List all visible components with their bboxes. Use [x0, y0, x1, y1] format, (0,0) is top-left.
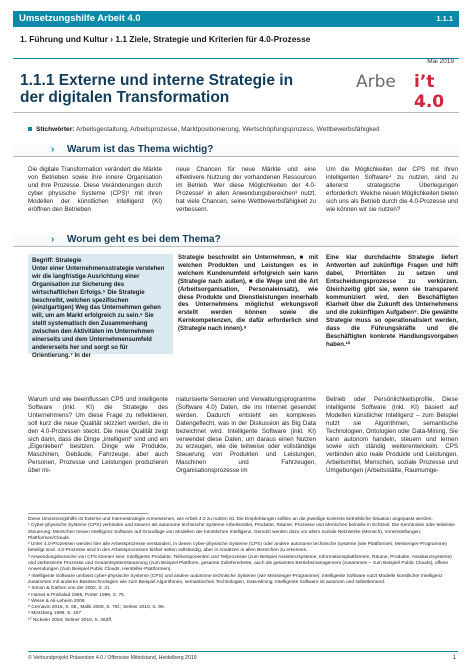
date-label: Mai 2019	[427, 58, 454, 65]
header-number: 1.1.1	[436, 14, 453, 23]
footnote-divider	[28, 513, 148, 514]
footnote: ⁷ Weise & Ali-Leheim 2008	[28, 598, 85, 604]
footnote: ⁴ Intelligente Software umfasst cyber-physische Systeme (CPS) und andere autonome technische Systeme (wie Messenger-Programme). Intelligente Software nutzt Modelle künstlicher Intelligenz zusammen mit anderen Basistechnologien wie zum Beispiel Algorithmen, semantischen Technologien, Data-Mining. Intelligente Software ist autonom und selbstlernend.	[28, 573, 443, 585]
footnotes	[28, 517, 458, 624]
footer-divider	[28, 651, 458, 652]
footnote: Diese Umsetzungshilfe ist Externe und Internestrategie Anmessenen, wie Arbeit 4.0 zu nutzen ist. Die Empfehlungen sollten an die jeweilige konkrete betriebliche Situation angepasst werden.	[28, 517, 433, 522]
header-title: Umsetzungshilfe Arbeit 4.0	[19, 13, 141, 24]
section-title: Warum ist das Thema wichtig?	[67, 144, 214, 155]
definition-text-1: Unter einer Unternehmensstrategie verstehen wir die langfristige Ausrichtung einer Organisation zur Sicherung des wirtschaftlichen Erfolgs.⁵ Die Strategie beschreibt, welchen spezifischen (einzigartigen) Weg das Unternehmen gehen will, um am Markt erfolgreich zu sein.⁶ Sie stellt systematisch den Zusammenhang zwischen den Aktivitäten im Unternehmen einerseits und dem Unternehmensumfeld andererseits her und sorgt so für Orientierung.⁷ In der	[32, 264, 165, 359]
arbeit-4-0-logo	[356, 72, 456, 112]
footnote: ⁶ Hamel & Prahalad 1995, Porter 1999, S. 75	[28, 592, 124, 598]
definition-box	[28, 254, 173, 359]
footnote: ² Unter 4.0-Prozessen werden hier alle Arbeitsprozesse verstanden, in denen cyber-physische Systeme (CPS) oder andere autonome technische Systeme (wie Plattformen, Messenger-Programme) beteiligt sind. 4.0-Prozesse sind in den Arbeitsprozessen bisher selten vollständig, aber in Ansätzen in allen Bereichen zu erkennen.	[28, 542, 447, 554]
intro-column-3: Um die Möglichkeiten der CPS mit ihren intelligenten Software⁴ zu nutzen, sind zu allererst strategische Überlegungen erforderlich: Welche neuen Möglichkeiten bieten sich uns als Betrieb durch die 4.0-Prozesse und wie können wir sie nutzen?	[326, 166, 458, 213]
chevron-right-icon: ›	[51, 144, 55, 155]
logo-text-red: i’t 4.0	[414, 72, 445, 112]
definition-text-3: Eine klar durchdachte Strategie liefert Antworten auf zukünftige Fragen und hilft dabei, Prioritäten zu setzen und Entscheidungsprozesse zu verkürzen. Gleichzeitig gibt sie, wenn sie transparent kommuniziert wird, den Beschäftigten Klarheit über die Zukunft des Unternehmens und die zukünftigen Aufgaben⁹. Die gewählte Strategie muss so operationalisiert werden, dass die Führungskräfte und die Beschäftigten konkrete Handlungsvorgaben haben.¹⁰	[326, 254, 458, 348]
keywords-line	[28, 126, 458, 134]
footnote: ⁵ Simon & Gathen von der 2002, S. 21	[28, 586, 110, 592]
bullet-square-icon	[28, 127, 32, 131]
footer-text: © Verbundprojekt Prävention 4.0 / Offensive Mittelstand, Heidelberg 2019	[28, 655, 197, 661]
definition-term: Begriff: Strategie	[32, 257, 82, 264]
section-header-what	[13, 232, 459, 247]
chevron-right-icon: ›	[51, 234, 55, 245]
footnote: ³ Anwendungsbereiche von CPS können sein: Intelligente Produkte, Teilkomponenten und Teilprozesse (zum Beispiel Assistenzsysteme, Informationsplattformen, Räume, Produkte, Assistenzsysteme) und verbesserte Prozesse und Gesamtsystemsteuerung (zum Beispiel Plattform, gesamte Zuliefererkette, auch als gesamtes Betriebsmanagement (zusammen – zum Beispiel Public Clouds), offene Anwendungen (zum Beispiel Public Clouds, Hersteller-Plattformen).	[28, 554, 452, 573]
page-title: 1.1.1 Externe und interne Strategie in der digitalen Transformation	[20, 72, 294, 106]
definition-text-2: Strategie beschreibt ein Unternehmen, ■ mit welchen Produkten und Leistungen es in welchem Kundenumfeld erfolgreich sein kann (Strategie nach außen), ■ die Wege und die Art (Arbeitsorganisation, Personaleinsatz), wie diese Produkte und Dienstleistungen innerhalb des Unternehmens möglichst wirkungsvoll erstellt werden können sowie die Kernkompetenzen, die dafür erforderlich sind (Strategie nach innen).⁸	[178, 254, 318, 333]
breadcrumb: 1. Führung und Kultur › 1.1 Ziele, Strategie und Kriterien für 4.0-Prozesse	[20, 34, 311, 44]
footnote: ⁸ Cernavin 2016, S. 68,, Malik 2008, S. 75f.; Seliner 2010, S. 98.	[28, 605, 165, 611]
footnote: ¹ Cyber-physische Systeme (CPS) verbinden und steuern als autonome technische Systeme Arbeitsmittel, Produkte, Räume, Prozesse und Menschen beinahe in Echtzeit. Die Kenntnisse oder teilweise Steuerung: Menschen treuen Intelligenz Software auf Grundlage von Modellen der künstlichen Intelligenz. Genutzt werden dazu vor allem soziale Netzwerke (Mensch), Voreinstellungen, Plattformen/Clouds.	[28, 523, 455, 541]
footnote: ¹⁰ Nickeler 2004; Seliner 2010, S. 263ff.	[28, 617, 113, 623]
keywords-text: Arbeitsgestaltung, Arbeitsprozesse, Marktpositionierung, Wertschöpfungsprozess, Wettbewerbsfähigkeit	[75, 126, 380, 133]
keywords-label: Stichwörter:	[36, 126, 75, 133]
logo-text-gray: Arbe	[356, 72, 396, 92]
divider	[13, 112, 459, 113]
intro-column-2: neue Chancen für neue Märkte und eine effektivere Nutzung der vorhandenen Ressourcen im Betrieb. Wer diese Möglichkeiten der 4.0-Prozesse² in allen Anwendungsbereichen³ nutzt, hat viele Chancen, seine Wettbewerbsfähigkeit zu verbessern.	[176, 166, 316, 213]
section-title: Worum geht es bei dem Thema?	[67, 234, 221, 245]
page-number: 1	[452, 655, 456, 661]
footnote: ⁹ Mintzberg 1999, S. 197	[28, 611, 81, 617]
intro-column-1: Die digitale Transformation verändert die Märkte von Betrieben sowie ihre innere Organisation und ihre Prozesse. Diese Veränderungen durch cyber physische Systeme (CPS)¹ mit ihren Modellen der künstlichen Intelligenz (KI) eröffnen den Betrieben	[28, 166, 162, 213]
divider	[13, 58, 459, 59]
section-header-why	[13, 142, 459, 157]
body-column-2: niaturisierte Sensoren und Verwaltungsprogramme (Software 4.0) Daten, die ins Internet gesendet werden. Dadurch entsteht ein komplexes Datengeflecht, was in der Diskussion als Big Data bezeichnet wird. Intelligente Software (inkl. KI) verwendet diese Daten, um daraus einen Nutzen zu erzeugen, wie die teilweise oder vollständige Steuerung von Produkten und Leistungen, Maschinen und Fahrzeugen, Organisationsprozesse im	[176, 396, 316, 475]
body-column-3: Betrieb oder Persönlichkeitsprofile. Diese intelligente Software (inkl. KI) basiert auf Modellen künstlicher Intelligenz – zum Beispiel nutzt sie Algorithmen, semantische Technologien, Ontologien oder Data-Mining. Sie kann autonom handeln, steuern und lernen sowie sich ständig weiterentwickeln. CPS verbinden also reale Produkte und Leistungen, Arbeitsmittel, Menschen, soziale Prozesse und Umgebungen (Arbeitsstätte, Raumumge-	[326, 396, 458, 475]
header-bar	[13, 11, 459, 27]
body-column-1: Warum und wie beeinflussen CPS und intelligente Software (inkl. KI) die Strategie des Unternehmens? Um diese Frage zu reflektieren, soll kurz die neue Qualität skizziert werden, die in den 4.0-Prozessen steckt. Die neue Qualität zeigt sich darin, dass die Dinge „intelligent“ sind und ein „Eigenleben“ besitzen. Dinge wie Produkte, Maschinen, Gebäude, Fahrzeuge, aber auch Personen, Prozesse und Leistungen produzieren über mi-	[28, 396, 168, 475]
